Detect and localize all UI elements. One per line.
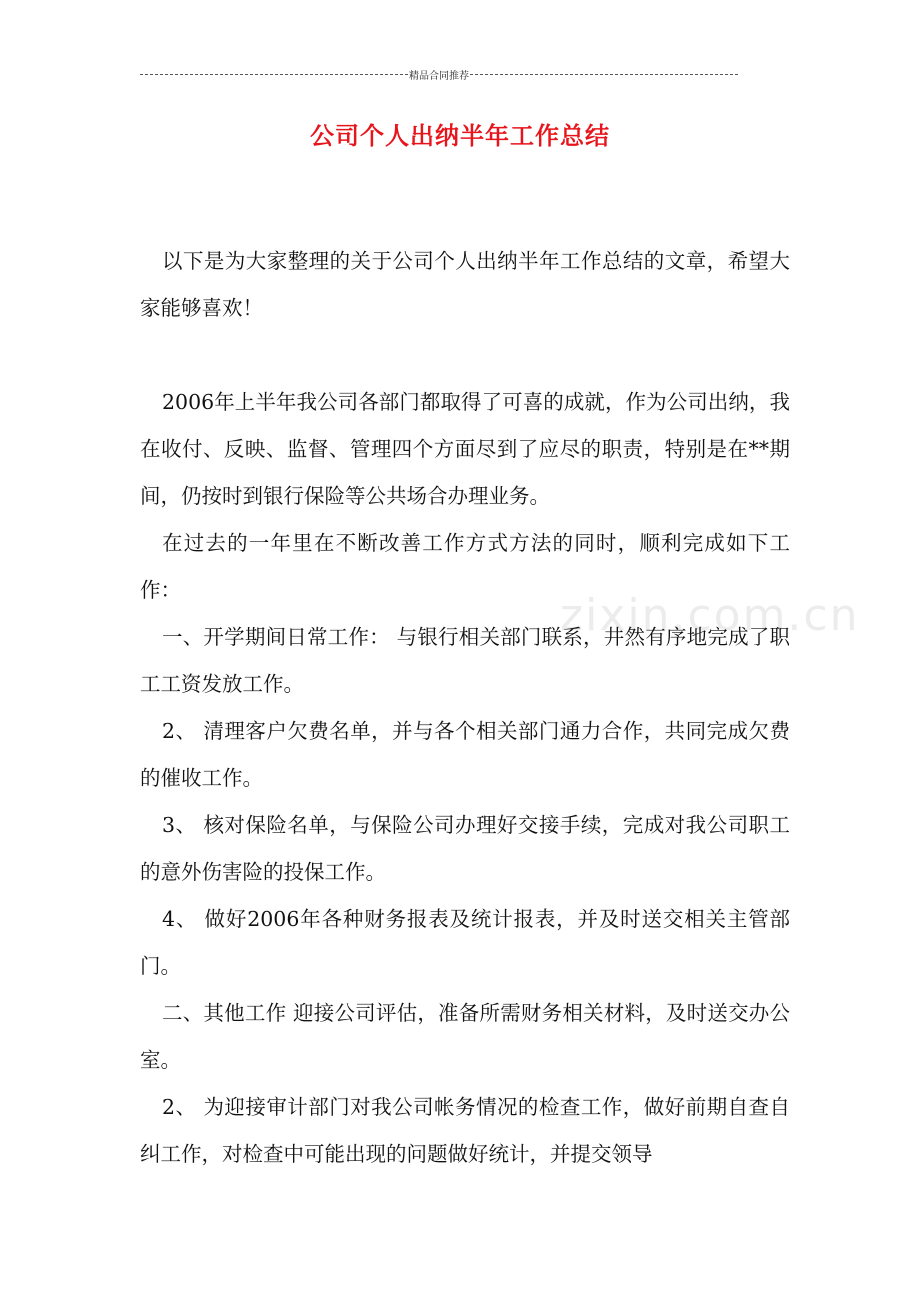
header-divider-right (470, 74, 738, 75)
list-item: 2、 为迎接审计部门对我公司帐务情况的检查工作，做好前期自查自纠工作，对检查中可能出现的问题做好统计，并提交领导 (140, 1095, 790, 1166)
list-item: 4、 做好2006年各种财务报表及统计报表，并及时送交相关主管部门。 (140, 907, 790, 978)
watermark: zixin.com.cn (560, 590, 860, 641)
header-divider-left (140, 74, 408, 75)
intro-paragraph: 以下是为大家整理的关于公司个人出纳半年工作总结的文章，希望大家能够喜欢！ (140, 249, 790, 320)
list-item: 2、 清理客户欠费名单，并与各个相关部门通力合作，共同完成欠费的催收工作。 (140, 719, 790, 790)
document-title: 公司个人出纳半年工作总结 (310, 121, 610, 150)
page-header (140, 66, 738, 82)
header-label: 精品合同推荐 (409, 70, 469, 82)
body-paragraph: 在过去的一年里在不断改善工作方式方法的同时，顺利完成如下工作： (140, 531, 790, 602)
list-item: 二、其他工作 迎接公司评估，准备所需财务相关材料，及时送交办公室。 (140, 1001, 790, 1072)
list-item: 3、 核对保险名单，与保险公司办理好交接手续，完成对我公司职工的意外伤害险的投保工作。 (140, 813, 790, 884)
paragraph-spacer (140, 332, 790, 379)
body-paragraph: 2006年上半年我公司各部门都取得了可喜的成就，作为公司出纳，我在收付、反映、监督、管理四个方面尽到了应尽的职责，特别是在**期间，仍按时到银行保险等公共场合办理业务。 (140, 390, 790, 508)
document-body (140, 238, 790, 1178)
list-item: 一、开学期间日常工作： 与银行相关部门联系，井然有序地完成了职工工资发放工作。 (140, 625, 790, 696)
